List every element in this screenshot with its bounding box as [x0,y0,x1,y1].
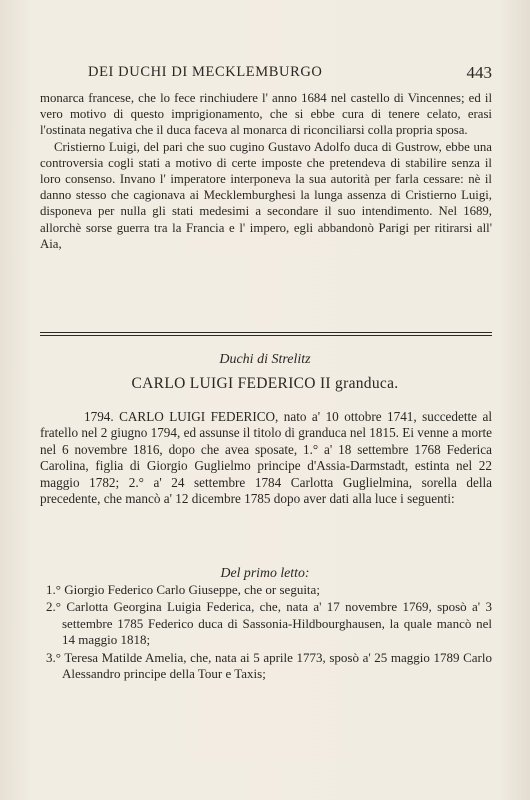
page-number: 443 [466,63,492,82]
children-list [40,582,492,682]
list-item-text: Teresa Matilde Amelia, che, nata ai 5 aprile 1773, sposò a' 25 maggio 1789 Carlo Alessandro principe della Tour e Taxis; [62,649,492,682]
list-item [40,599,492,648]
list-item [40,582,492,598]
continued-text [40,90,492,252]
section-divider-thin [40,335,492,336]
ruler-heading: CARLO LUIGI FEDERICO II granduca. [131,375,399,392]
list-item-text: Carlotta Georgina Luigia Federica, che, nata a' 17 novembre 1769, sposò a' 3 settembre 1785 Federico duca di Sassonia-Hildbourghausen, la quale mancò nel 14 maggio 1818; [62,599,492,648]
section-title: Duchi di Strelitz [219,352,311,367]
section-divider-thick [40,332,492,333]
paragraph-continued: monarca francese, che lo fece rinchiudere l' anno 1684 nel castello di Vincennes; ed il vero motivo di questo imprigionamento, che si ebbe cura di tenere celato, erasi l'ostinata negativa che il duca faceva al monarca di riconciliarsi colla propria sposa. [40,91,492,138]
list-item-number: 3.° [46,649,61,665]
ruler-entry [40,409,492,507]
list-item-number: 1.° [46,582,61,597]
list-item [40,650,492,683]
running-title: DEI DUCHI DI MECKLEMBURGO [88,64,323,80]
children-heading: Del primo letto: [220,565,310,580]
running-head [40,64,500,86]
ruler-paragraph: 1794. CARLO LUIGI FEDERICO, nato a' 10 ottobre 1741, succedette al fratello nel 2 giugno 1794, ed assunse il titolo di granduca nel 1815. Ei venne a morte nel 6 novembre 1816, dopo che avea sposate, 1.° a' 18 settembre 1768 Federica Carolina, figlia di Giorgio Guglielmo principe d'Assia-Darmstadt, estinta nel 22 maggio 1782; 2.° a' 24 settembre 1784 Carlotta Guglielmina, sorella della precedente, che mancò a' 12 dicembre 1785 dopo aver dati alla luce i seguenti: [40,409,492,507]
list-item-number: 2.° [46,599,61,615]
list-item-text: Giorgio Federico Carlo Giuseppe, che or seguita; [64,582,320,597]
paragraph-cristierno: Cristierno Luigi, del pari che suo cugino Gustavo Adolfo duca di Gustrow, ebbe una controversia cogli stati a motivo di certe imposte che pretendeva di stabilire senza il loro consenso. Invano l' imperatore interponeva la sua autorità per farla cessare: nè il danno stesso che cagionava ai Mecklemburghesi la lunga assenza di Cristierno Luigi, disponeva per nulla gli stati medesimi a secondare il suo intendimento. Nel 1689, allorchè sorse guerra tra la Francia e l' impero, egli abbandonò Parigi per ritirarsi all' Aia, [40,139,492,251]
